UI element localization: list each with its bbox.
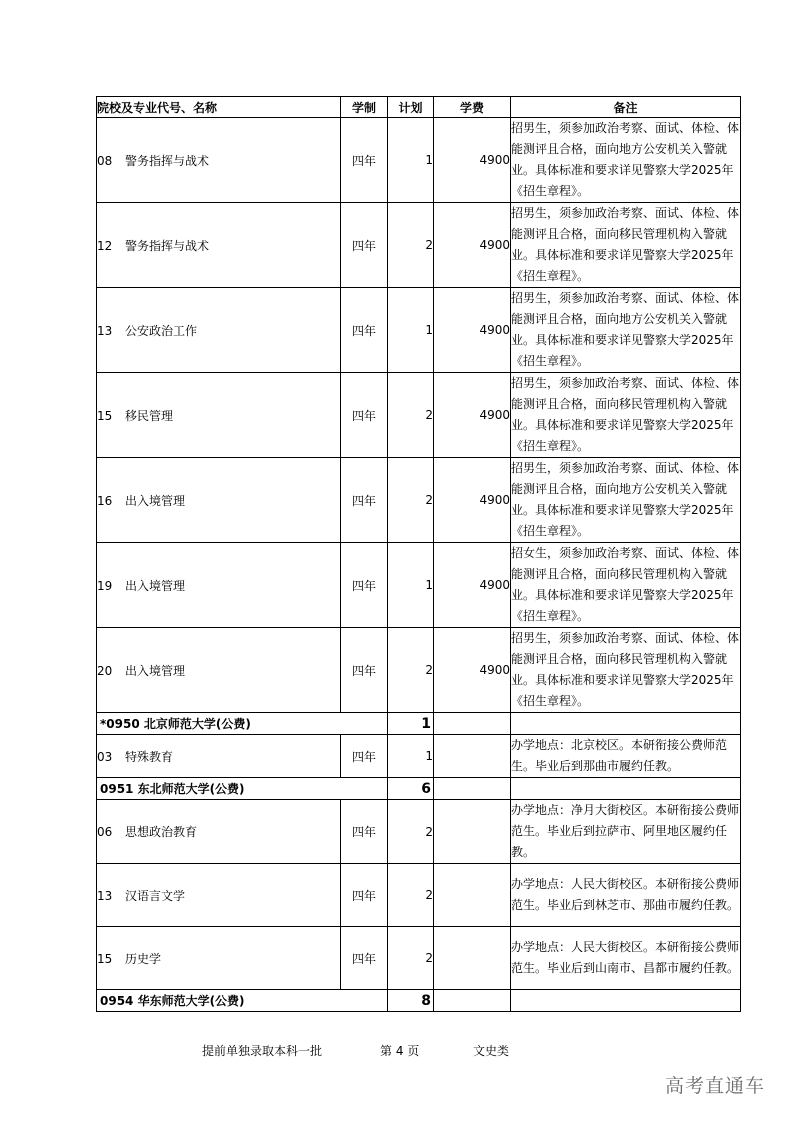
major-cell	[97, 543, 341, 628]
note-cell: 办学地点：净月大街校区。本研衔接公费师范生。毕业后到拉萨市、阿里地区履约任教。	[511, 800, 741, 864]
table-row	[97, 864, 741, 927]
table-row	[97, 927, 741, 990]
table-row	[97, 288, 741, 373]
major-cell	[97, 118, 341, 203]
major-cell	[97, 373, 341, 458]
major-code: 13	[97, 323, 113, 338]
fee-cell: 4900	[434, 288, 511, 373]
duration-cell: 四年	[341, 288, 388, 373]
note-cell: 招男生，须参加政治考察、面试、体检、体能测评且合格，面向移民管理机构入警就业。具体标准和要求详见警察大学2025年《招生章程》。	[511, 628, 741, 713]
duration-cell: 四年	[341, 373, 388, 458]
major-name: 汉语言文学	[125, 888, 186, 903]
plan-cell: 2	[388, 800, 434, 864]
major-cell	[97, 203, 341, 288]
major-code: 15	[97, 408, 113, 423]
empty-cell	[434, 713, 511, 735]
table-row	[97, 203, 741, 288]
fee-cell	[434, 735, 511, 778]
major-name: 警务指挥与战术	[125, 153, 210, 168]
plan-cell: 2	[388, 628, 434, 713]
major-name: 警务指挥与战术	[125, 238, 210, 253]
duration-cell: 四年	[341, 628, 388, 713]
major-code: 20	[97, 663, 113, 678]
major-name: 出入境管理	[125, 578, 186, 593]
major-code: 13	[97, 888, 113, 903]
table-row	[97, 543, 741, 628]
major-cell	[97, 288, 341, 373]
major-name: 历史学	[125, 951, 162, 966]
table-row	[97, 735, 741, 778]
duration-cell: 四年	[341, 864, 388, 927]
empty-cell	[434, 990, 511, 1012]
note-cell: 招男生，须参加政治考察、面试、体检、体能测评且合格，面向移民管理机构入警就业。具体标准和要求详见警察大学2025年《招生章程》。	[511, 373, 741, 458]
duration-cell: 四年	[341, 118, 388, 203]
plan-cell: 2	[388, 927, 434, 990]
table-row	[97, 458, 741, 543]
empty-cell	[511, 778, 741, 800]
note-cell: 招男生，须参加政治考察、面试、体检、体能测评且合格，面向地方公安机关入警就业。具体标准和要求详见警察大学2025年《招生章程》。	[511, 288, 741, 373]
major-code: 16	[97, 493, 113, 508]
major-name: 思想政治教育	[125, 825, 198, 839]
plan-cell: 1	[388, 543, 434, 628]
watermark: 高考直通车	[664, 1075, 765, 1097]
admission-table	[96, 96, 741, 1012]
major-name: 特殊教育	[125, 749, 174, 764]
empty-cell	[511, 713, 741, 735]
major-code: 19	[97, 578, 113, 593]
duration-cell: 四年	[341, 203, 388, 288]
major-cell	[97, 628, 341, 713]
school-name: 0951 东北师范大学(公费)	[97, 778, 388, 800]
fee-cell: 4900	[434, 118, 511, 203]
duration-cell: 四年	[341, 735, 388, 778]
duration-cell: 四年	[341, 800, 388, 864]
major-name: 移民管理	[125, 408, 174, 423]
fee-cell	[434, 927, 511, 990]
school-name: 0954 华东师范大学(公费)	[97, 990, 388, 1012]
table-row	[97, 373, 741, 458]
plan-cell: 1	[388, 735, 434, 778]
fee-cell: 4900	[434, 203, 511, 288]
school-total: 6	[388, 778, 434, 800]
school-total: 1	[388, 713, 434, 735]
fee-cell: 4900	[434, 373, 511, 458]
major-code: 03	[97, 749, 113, 764]
major-cell	[97, 927, 341, 990]
header-fee: 学费	[434, 97, 511, 118]
empty-cell	[434, 778, 511, 800]
note-cell: 招男生，须参加政治考察、面试、体检、体能测评且合格，面向地方公安机关入警就业。具体标准和要求详见警察大学2025年《招生章程》。	[511, 118, 741, 203]
fee-cell	[434, 800, 511, 864]
header-name: 院校及专业代号、名称	[97, 97, 341, 118]
major-name: 出入境管理	[125, 663, 186, 678]
note-cell: 办学地点：北京校区。本研衔接公费师范生。毕业后到那曲市履约任教。	[511, 735, 741, 778]
major-cell	[97, 735, 341, 778]
school-row-0950	[97, 713, 741, 735]
major-name: 公安政治工作	[125, 323, 198, 338]
note-cell: 办学地点：人民大街校区。本研衔接公费师范生。毕业后到林芝市、那曲市履约任教。	[511, 864, 741, 927]
plan-cell: 2	[388, 864, 434, 927]
major-code: 06	[97, 825, 113, 839]
major-cell	[97, 864, 341, 927]
duration-cell: 四年	[341, 458, 388, 543]
duration-cell: 四年	[341, 927, 388, 990]
school-total: 8	[388, 990, 434, 1012]
header-duration: 学制	[341, 97, 388, 118]
plan-cell: 1	[388, 118, 434, 203]
note-cell: 招女生，须参加政治考察、面试、体检、体能测评且合格，面向移民管理机构入警就业。具体标准和要求详见警察大学2025年《招生章程》。	[511, 543, 741, 628]
major-code: 15	[97, 951, 113, 966]
major-name: 出入境管理	[125, 493, 186, 508]
major-cell	[97, 458, 341, 543]
table-row	[97, 628, 741, 713]
empty-cell	[511, 990, 741, 1012]
footer-batch: 提前单独录取本科一批	[202, 1044, 323, 1058]
plan-cell: 2	[388, 203, 434, 288]
footer-category: 文史类	[473, 1044, 510, 1058]
table-header-row	[97, 97, 741, 118]
note-cell: 招男生，须参加政治考察、面试、体检、体能测评且合格，面向移民管理机构入警就业。具体标准和要求详见警察大学2025年《招生章程》。	[511, 203, 741, 288]
table-row	[97, 118, 741, 203]
header-plan: 计划	[388, 97, 434, 118]
school-row-0951	[97, 778, 741, 800]
note-cell: 招男生，须参加政治考察、面试、体检、体能测评且合格，面向地方公安机关入警就业。具体标准和要求详见警察大学2025年《招生章程》。	[511, 458, 741, 543]
major-code: 12	[97, 238, 113, 253]
major-cell	[97, 800, 341, 864]
note-cell: 办学地点：人民大街校区。本研衔接公费师范生。毕业后到山南市、昌都市履约任教。	[511, 927, 741, 990]
fee-cell	[434, 864, 511, 927]
fee-cell: 4900	[434, 458, 511, 543]
footer-page-number: 第 4 页	[380, 1044, 420, 1058]
plan-cell: 2	[388, 373, 434, 458]
school-row-0954	[97, 990, 741, 1012]
duration-cell: 四年	[341, 543, 388, 628]
plan-cell: 2	[388, 458, 434, 543]
major-code: 08	[97, 153, 113, 168]
fee-cell: 4900	[434, 543, 511, 628]
fee-cell: 4900	[434, 628, 511, 713]
school-name: *0950 北京师范大学(公费)	[97, 713, 388, 735]
table-row	[97, 800, 741, 864]
plan-cell: 1	[388, 288, 434, 373]
header-note: 备注	[511, 97, 741, 118]
